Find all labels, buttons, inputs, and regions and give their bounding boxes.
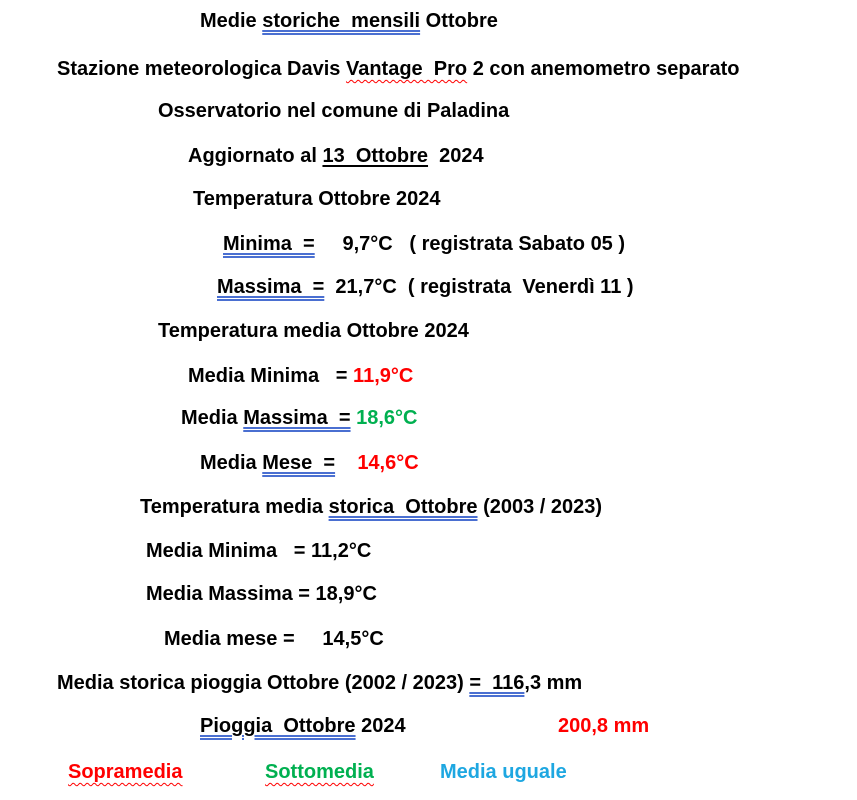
monthly-mese-line: Media Mese = 14,6°C — [200, 452, 419, 474]
historic-max-line: Media Massima = 18,9°C — [146, 583, 377, 605]
monthly-max-line: Media Massima = 18,6°C — [181, 407, 418, 429]
historic-heading: Temperatura media storica Ottobre (2003 / 2023) — [140, 496, 603, 518]
historic-min-line: Media Minima = 11,2°C — [146, 540, 372, 562]
current-max-line: Massima = 21,7°C ( registrata Venerdì 11 ) — [217, 276, 634, 298]
historic-mese-line: Media mese = 14,5°C — [164, 628, 384, 650]
current-rain-value: 200,8 mm — [558, 715, 650, 737]
title: Medie storiche mensili Ottobre — [200, 10, 498, 32]
current-temp-heading: Temperatura Ottobre 2024 — [193, 188, 441, 210]
current-rain-line: Pioggia Ottobre 2024 — [200, 715, 406, 737]
station-line: Stazione meteorologica Davis Vantage Pro 2 con anemometro separato — [57, 58, 740, 80]
monthly-avg-heading: Temperatura media Ottobre 2024 — [158, 320, 469, 342]
updated-line: Aggiornato al 13 Ottobre 2024 — [188, 145, 484, 167]
observatory-line: Osservatorio nel comune di Paladina — [158, 100, 510, 122]
historic-rain-line: Media storica pioggia Ottobre (2002 / 2023) = 116,3 mm — [57, 672, 583, 694]
monthly-min-line: Media Minima = 11,9°C — [188, 365, 414, 387]
current-min-line: Minima = 9,7°C ( registrata Sabato 05 ) — [223, 233, 626, 255]
legend-above: Sopramedia — [68, 761, 183, 783]
legend-equal: Media uguale — [440, 761, 567, 783]
legend-below: Sottomedia — [265, 761, 374, 783]
